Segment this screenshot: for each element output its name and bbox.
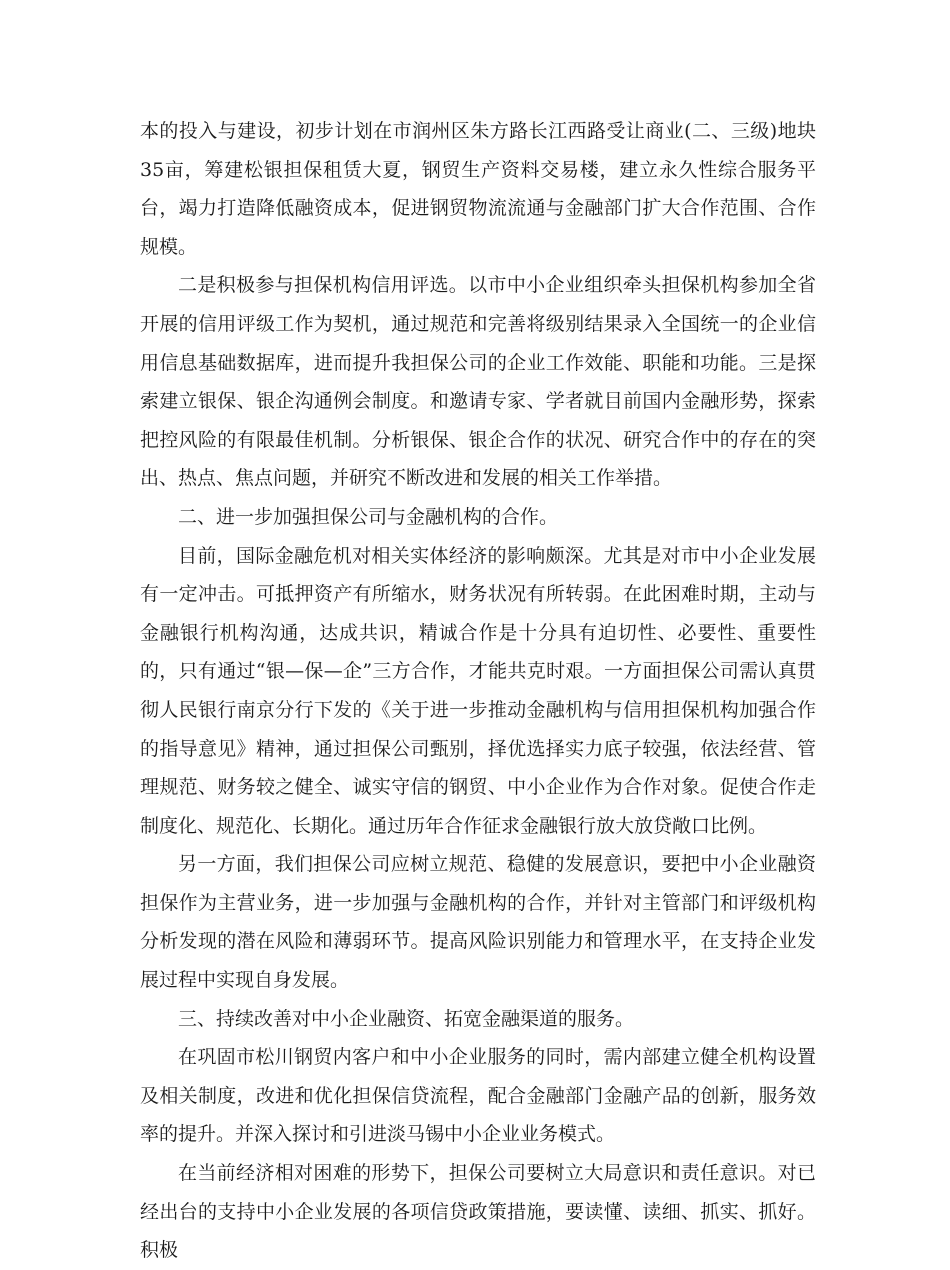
- paragraph-4: 另一方面，我们担保公司应树立规范、稳健的发展意识，要把中小企业融资担保作为主营业务，进一步加强与金融机构的合作，并针对主管部门和评级机构分析发现的潜在风险和薄弱环节。提高风险识别能力和管理水平，在支持企业发展过程中实现自身发展。: [140, 853, 816, 992]
- paragraph-6: 在当前经济相对困难的形势下，担保公司要树立大局意识和责任意识。对已经出台的支持中小企业发展的各项信贷政策措施，要读懂、读细、抓实、抓好。积极: [140, 1162, 816, 1262]
- paragraph-2: 二是积极参与担保机构信用评选。以市中小企业组织牵头担保机构参加全省开展的信用评级工作为契机，通过规范和完善将级别结果录入全国统一的企业信用信息基础数据库，进而提升我担保公司的企业工作效能、职能和功能。三是探索建立银保、银企沟通例会制度。和邀请专家、学者就目前国内金融形势，探索把控风险的有限最佳机制。分析银保、银企合作的状况、研究合作中的存在的突出、热点、焦点问题，并研究不断改进和发展的相关工作举措。: [140, 274, 816, 490]
- paragraph-1: 本的投入与建设，初步计划在市润州区朱方路长江西路受让商业(二、三级)地块35亩，筹建松银担保租赁大夏，钢贸生产资料交易楼，建立永久性综合服务平台，竭力打造降低融资成本，促进钢贸物流流通与金融部门扩大合作范围、合作规模。: [140, 120, 816, 258]
- paragraph-3: 目前，国际金融危机对相关实体经济的影响颇深。尤其是对市中小企业发展有一定冲击。可抵押资产有所缩水，财务状况有所转弱。在此困难时期，主动与金融银行机构沟通，达成共识，精诚合作是十分具有迫切性、必要性、重要性的，只有通过“银—保—企”三方合作，才能共克时艰。一方面担保公司需认真贯彻人民银行南京分行下发的《关于进一步推动金融机构与信用担保机构加强合作的指导意见》精神，通过担保公司甄别，择优选择实力底子较强，依法经营、管理规范、财务较之健全、诚实守信的钢贸、中小企业作为合作对象。促使合作走制度化、规范化、长期化。通过历年合作征求金融银行放大放贷敞口比例。: [140, 544, 816, 837]
- section-heading-3: 三、持续改善对中小企业融资、拓宽金融渠道的服务。: [178, 1007, 635, 1030]
- section-heading-2: 二、进一步加强担保公司与金融机构的合作。: [178, 505, 559, 528]
- paragraph-5: 在巩固市松川钢贸内客户和中小企业服务的同时，需内部建立健全机构设置及相关制度，改进和优化担保信贷流程，配合金融部门金融产品的创新，服务效率的提升。并深入探讨和引进淡马锡中小企业业务模式。: [140, 1046, 816, 1146]
- document-body: [140, 112, 816, 1270]
